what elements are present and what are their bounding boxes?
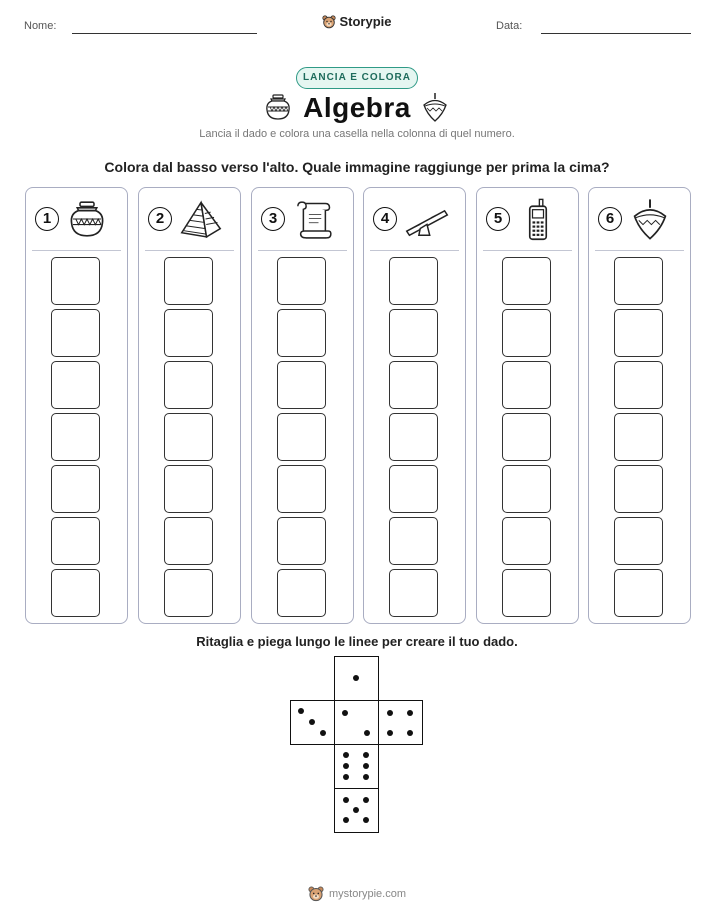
column-divider (483, 250, 572, 251)
column-header (589, 188, 690, 250)
color-box[interactable] (502, 413, 551, 461)
column-header (477, 188, 578, 250)
color-box[interactable] (51, 413, 100, 461)
die-pip (343, 763, 349, 769)
column-number: 1 (35, 207, 59, 231)
color-box[interactable] (277, 361, 326, 409)
die-pip (343, 817, 349, 823)
bear-logo-icon (322, 15, 336, 29)
column-2 (138, 187, 241, 624)
color-box[interactable] (164, 361, 213, 409)
color-box[interactable] (389, 413, 438, 461)
cut-instruction: Ritaglia e piega lungo le linee per creare il tuo dado. (196, 634, 518, 649)
bear-logo-icon (308, 886, 324, 902)
column-divider (595, 250, 684, 251)
die-pip (343, 797, 349, 803)
color-box[interactable] (51, 465, 100, 513)
column-divider (370, 250, 459, 251)
die-face-2 (334, 700, 379, 745)
color-box[interactable] (164, 257, 213, 305)
seesaw-icon (404, 198, 450, 240)
die-pip (363, 797, 369, 803)
die-pip (363, 817, 369, 823)
column-number: 2 (148, 207, 172, 231)
die-pip (387, 730, 393, 736)
activity-badge: LANCIA E COLORA (296, 67, 418, 89)
footer-link[interactable]: mystorypie.com (328, 888, 407, 900)
color-box[interactable] (51, 569, 100, 617)
color-box[interactable] (277, 517, 326, 565)
column-1 (25, 187, 128, 624)
color-box[interactable] (277, 413, 326, 461)
die-pip (407, 730, 413, 736)
die-face-4 (378, 700, 423, 745)
color-box[interactable] (502, 361, 551, 409)
color-box[interactable] (277, 465, 326, 513)
color-box[interactable] (614, 569, 663, 617)
die-face-5 (334, 788, 379, 833)
color-box[interactable] (389, 517, 438, 565)
color-box[interactable] (277, 309, 326, 357)
column-number: 3 (261, 207, 285, 231)
column-number: 4 (373, 207, 397, 231)
column-6 (588, 187, 691, 624)
color-box[interactable] (51, 361, 100, 409)
die-face-1 (334, 656, 379, 701)
die-pip (364, 730, 370, 736)
die-pip (309, 719, 315, 725)
color-box[interactable] (502, 257, 551, 305)
color-box[interactable] (277, 257, 326, 305)
color-box[interactable] (164, 569, 213, 617)
color-box[interactable] (389, 257, 438, 305)
scroll-icon (292, 198, 334, 242)
column-divider (145, 250, 234, 251)
color-box[interactable] (502, 465, 551, 513)
color-box[interactable] (389, 361, 438, 409)
pot-icon (66, 198, 108, 240)
die-pip (407, 710, 413, 716)
column-5 (476, 187, 579, 624)
color-box[interactable] (164, 413, 213, 461)
column-header (26, 188, 127, 250)
column-number: 6 (598, 207, 622, 231)
color-box[interactable] (51, 517, 100, 565)
color-box[interactable] (614, 309, 663, 357)
name-label: Nome: (24, 20, 57, 32)
color-box[interactable] (164, 309, 213, 357)
subtitle: Lancia il dado e colora una casella nella colonna di quel numero. (199, 128, 515, 140)
brand-name: Storypie (339, 14, 392, 29)
die-pip (353, 807, 359, 813)
date-label: Data: (496, 20, 523, 32)
color-box[interactable] (614, 413, 663, 461)
die-pip (320, 730, 326, 736)
die-face-6 (334, 744, 379, 789)
color-box[interactable] (614, 257, 663, 305)
die-pip (298, 708, 304, 714)
spinning-top-icon (420, 92, 450, 122)
color-box[interactable] (51, 257, 100, 305)
footer (0, 886, 714, 907)
column-divider (32, 250, 121, 251)
column-divider (258, 250, 347, 251)
color-box[interactable] (51, 309, 100, 357)
die-pip (343, 752, 349, 758)
die-pip (342, 710, 348, 716)
page-title: Algebra (303, 92, 411, 123)
color-box[interactable] (502, 517, 551, 565)
pyramid-icon (179, 198, 223, 240)
color-box[interactable] (614, 465, 663, 513)
die-pip (363, 763, 369, 769)
spinning-top-icon (629, 198, 671, 240)
phone-icon (517, 198, 559, 242)
color-box[interactable] (389, 569, 438, 617)
color-box[interactable] (614, 517, 663, 565)
column-header (139, 188, 240, 250)
color-box[interactable] (277, 569, 326, 617)
die-pip (387, 710, 393, 716)
color-box[interactable] (502, 309, 551, 357)
column-4 (363, 187, 466, 624)
die-pip (343, 774, 349, 780)
color-box[interactable] (614, 361, 663, 409)
column-number: 5 (486, 207, 510, 231)
column-3 (251, 187, 354, 624)
color-box[interactable] (389, 465, 438, 513)
color-box[interactable] (389, 309, 438, 357)
color-box[interactable] (164, 465, 213, 513)
die-pip (353, 675, 359, 681)
instruction-text: Colora dal basso verso l'alto. Quale immagine raggiunge per prima la cima? (104, 159, 610, 175)
color-box[interactable] (502, 569, 551, 617)
die-face-3 (290, 700, 335, 745)
column-header (252, 188, 353, 250)
column-header (364, 188, 465, 250)
color-box[interactable] (164, 517, 213, 565)
die-pip (363, 752, 369, 758)
brand-header (0, 14, 714, 34)
die-pip (363, 774, 369, 780)
